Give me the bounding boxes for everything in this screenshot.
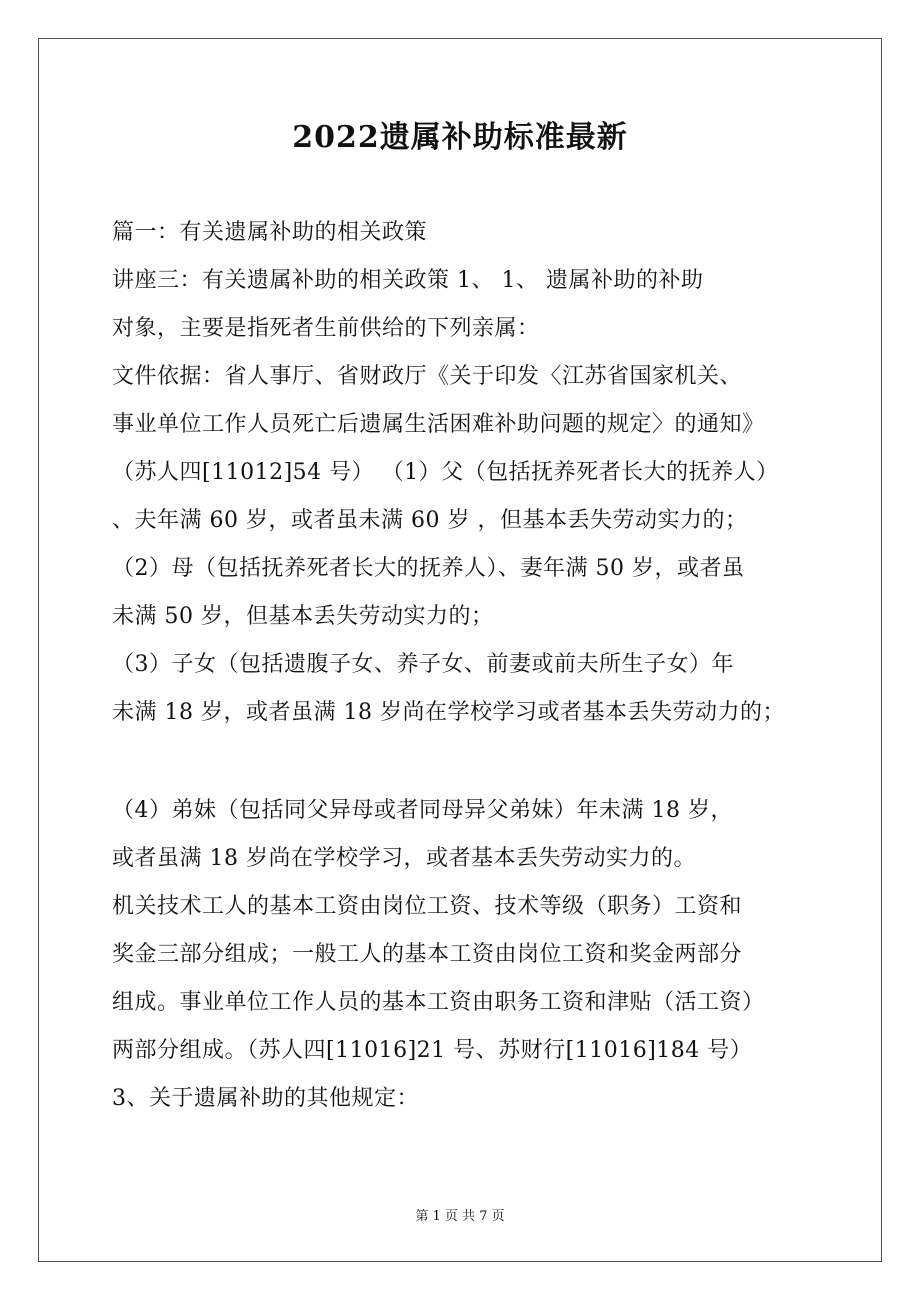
body-line-10: （3）子女（包括遗腹子女、养子女、前妻或前夫所生子女）年	[112, 652, 734, 677]
body-line-14: 机关技术工人的基本工资由岗位工资、技术等级（职务）工资和	[112, 894, 743, 919]
body-line-7: 、夫年满 60 岁，或者虽未满 60 岁 ，但基本丢失劳动实力的；	[112, 508, 748, 533]
page-footer: 第 1 页 共 7 页	[415, 1209, 505, 1224]
body-line-18: 3、关于遗属补助的其他规定：	[112, 1086, 419, 1111]
body-line-4: 文件依据：省人事厅、省财政厅《关于印发〈江苏省国家机关、	[112, 364, 743, 389]
body-line-17: 两部分组成。（苏人四[11016]21 号、苏财行[11016]184 号）	[112, 1038, 753, 1063]
body-line-3: 对象，主要是指死者生前供给的下列亲属：	[112, 316, 540, 341]
body-line-12: （4）弟妹（包括同父异母或者同母异父弟妹）年未满 18 岁，	[112, 798, 733, 823]
body-line-13: 或者虽满 18 岁尚在学校学习，或者基本丢失劳动实力的。	[112, 846, 696, 871]
body-line-9: 未满 50 岁，但基本丢失劳动实力的；	[112, 604, 494, 629]
body-line-6: （苏人四[11012]54 号） （1）父（包括抚养死者长大的抚养人）	[112, 460, 779, 485]
document-title: 2022遗属补助标准最新	[292, 120, 628, 155]
body-line-5: 事业单位工作人员死亡后遗属生活困难补助问题的规定〉的通知》	[112, 412, 765, 437]
body-line-11: 未满 18 岁，或者虽满 18 岁尚在学校学习或者基本丢失劳动力的；	[112, 700, 785, 725]
body-line-16: 组成。事业单位工作人员的基本工资由职务工资和津贴（活工资）	[112, 990, 765, 1015]
body-line-2: 讲座三：有关遗属补助的相关政策 1、 1、 遗属补助的补助	[112, 268, 704, 293]
body-line-1: 篇一：有关遗属补助的相关政策	[112, 220, 428, 245]
body-line-8: （2）母（包括抚养死者长大的抚养人）、妻年满 50 岁，或者虽	[112, 556, 745, 581]
body-line-15: 奖金三部分组成；一般工人的基本工资由岗位工资和奖金两部分	[112, 942, 743, 967]
